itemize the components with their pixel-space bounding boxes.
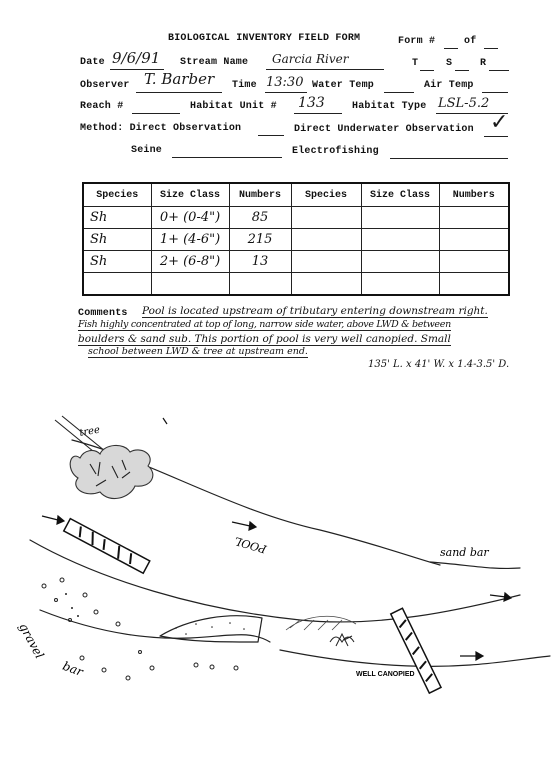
comments-line-4: school between LWD & tree at upstream end. <box>88 346 308 357</box>
table-row <box>83 207 509 229</box>
habitat-unit-value: 133 <box>298 95 325 111</box>
table-cell[interactable] <box>291 229 361 251</box>
form-of-label: of <box>464 36 477 47</box>
sandbar-outline <box>160 616 262 642</box>
seine-field[interactable] <box>172 157 282 158</box>
table-cell[interactable]: Sh <box>83 251 151 273</box>
underwater-check: ✓ <box>490 110 509 135</box>
large-woody-debris-right <box>391 608 441 693</box>
date-label: Date <box>80 57 105 68</box>
underwater-label: Direct Underwater Observation <box>294 124 474 135</box>
sand-stipple <box>65 593 245 635</box>
t-label: T <box>412 58 419 69</box>
column-header-size-class-2: Size Class <box>361 183 439 207</box>
table-cell[interactable] <box>291 207 361 229</box>
habitat-unit-label: Habitat Unit # <box>190 101 277 112</box>
air-temp-field[interactable] <box>482 92 508 93</box>
table-cell[interactable] <box>361 229 439 251</box>
table-cell[interactable]: 215 <box>229 229 291 251</box>
column-header-numbers: Numbers <box>229 183 291 207</box>
table-cell[interactable]: Sh <box>83 207 151 229</box>
reach-label: Reach # <box>80 101 124 112</box>
observer-value: T. Barber <box>144 70 215 88</box>
form-number-field[interactable] <box>444 48 458 49</box>
water-temp-label: Water Temp <box>312 80 375 91</box>
inventory-table <box>82 182 510 296</box>
pool-label: POOL <box>232 534 268 556</box>
direct-observation-field[interactable] <box>258 135 284 136</box>
table-cell[interactable] <box>361 273 439 296</box>
table-cell[interactable]: 13 <box>229 251 291 273</box>
fish-school-sketch <box>330 634 354 646</box>
table-cell[interactable]: 0+ (0-4") <box>151 207 229 229</box>
electrofishing-label: Electrofishing <box>292 146 379 157</box>
table-cell[interactable]: 1+ (4-6") <box>151 229 229 251</box>
habitat-unit-field[interactable] <box>294 113 342 114</box>
air-temp-label: Air Temp <box>424 80 474 91</box>
time-field[interactable] <box>265 92 307 93</box>
tree-sketch <box>55 416 153 499</box>
riffle-hatch <box>286 616 356 630</box>
s-label: S <box>446 58 453 69</box>
comments-label: Comments <box>78 308 128 319</box>
comments-line-2: Fish highly concentrated at top of long, narrow side water, above LWD & between <box>78 319 451 330</box>
table-cell[interactable] <box>151 273 229 296</box>
table-cell[interactable] <box>439 251 509 273</box>
table-cell[interactable] <box>439 229 509 251</box>
habitat-type-value: LSL-5.2 <box>438 96 490 111</box>
s-field[interactable] <box>455 70 469 71</box>
observer-label: Observer <box>80 80 130 91</box>
stream-name-field[interactable] <box>266 69 384 70</box>
observer-field[interactable] <box>136 92 222 93</box>
column-header-species-2: Species <box>291 183 361 207</box>
gravel-label: gravel <box>16 620 47 661</box>
date-value: 9/6/91 <box>112 49 161 67</box>
electrofishing-field[interactable] <box>390 158 508 159</box>
column-header-species: Species <box>83 183 151 207</box>
table-cell[interactable] <box>291 273 361 296</box>
table-header-row <box>83 183 509 207</box>
r-label: R <box>480 58 487 69</box>
bar-label: bar <box>60 658 85 680</box>
habitat-sketch <box>0 380 554 710</box>
table-row <box>83 273 509 296</box>
pool-dimensions: 135' L. x 41' W. x 1.4-3.5' D. <box>368 359 510 370</box>
sandbar-label: sand bar <box>440 546 489 559</box>
form-total-field[interactable] <box>484 48 498 49</box>
table-row <box>83 229 509 251</box>
table-cell[interactable] <box>439 207 509 229</box>
table-cell[interactable] <box>83 273 151 296</box>
method-label: Method: Direct Observation <box>80 123 242 134</box>
table-cell[interactable] <box>229 273 291 296</box>
right-bank-line <box>430 562 520 568</box>
large-woody-debris-left <box>64 519 150 574</box>
column-header-numbers-2: Numbers <box>439 183 509 207</box>
table-cell[interactable] <box>291 251 361 273</box>
table-cell[interactable]: 2+ (6-8") <box>151 251 229 273</box>
comments-line-1: Pool is located upstream of tributary entering downstream right. <box>142 305 488 317</box>
underwater-field[interactable] <box>484 136 508 137</box>
comments-line-3: boulders & sand sub. This portion of pool is very well canopied. Small <box>78 333 451 345</box>
form-number-label: Form # <box>398 36 436 47</box>
canopied-label: WELL CANOPIED <box>356 671 415 678</box>
table-row <box>83 251 509 273</box>
gravel-bar-line <box>40 610 270 642</box>
stream-name-label: Stream Name <box>180 57 249 68</box>
time-value: 13:30 <box>266 75 304 90</box>
seine-label: Seine <box>131 145 163 156</box>
stream-name-value: Garcia River <box>272 52 349 66</box>
water-temp-field[interactable] <box>384 92 414 93</box>
form-title: BIOLOGICAL INVENTORY FIELD FORM <box>168 33 361 44</box>
table-cell[interactable]: Sh <box>83 229 151 251</box>
table-cell[interactable] <box>361 251 439 273</box>
time-label: Time <box>232 80 257 91</box>
table-cell[interactable] <box>361 207 439 229</box>
r-field[interactable] <box>489 70 509 71</box>
t-field[interactable] <box>420 70 434 71</box>
tree-label: tree <box>78 424 101 439</box>
table-cell[interactable] <box>439 273 509 296</box>
column-header-size-class: Size Class <box>151 183 229 207</box>
habitat-type-label: Habitat Type <box>352 101 427 112</box>
reach-field[interactable] <box>132 113 180 114</box>
table-cell[interactable]: 85 <box>229 207 291 229</box>
